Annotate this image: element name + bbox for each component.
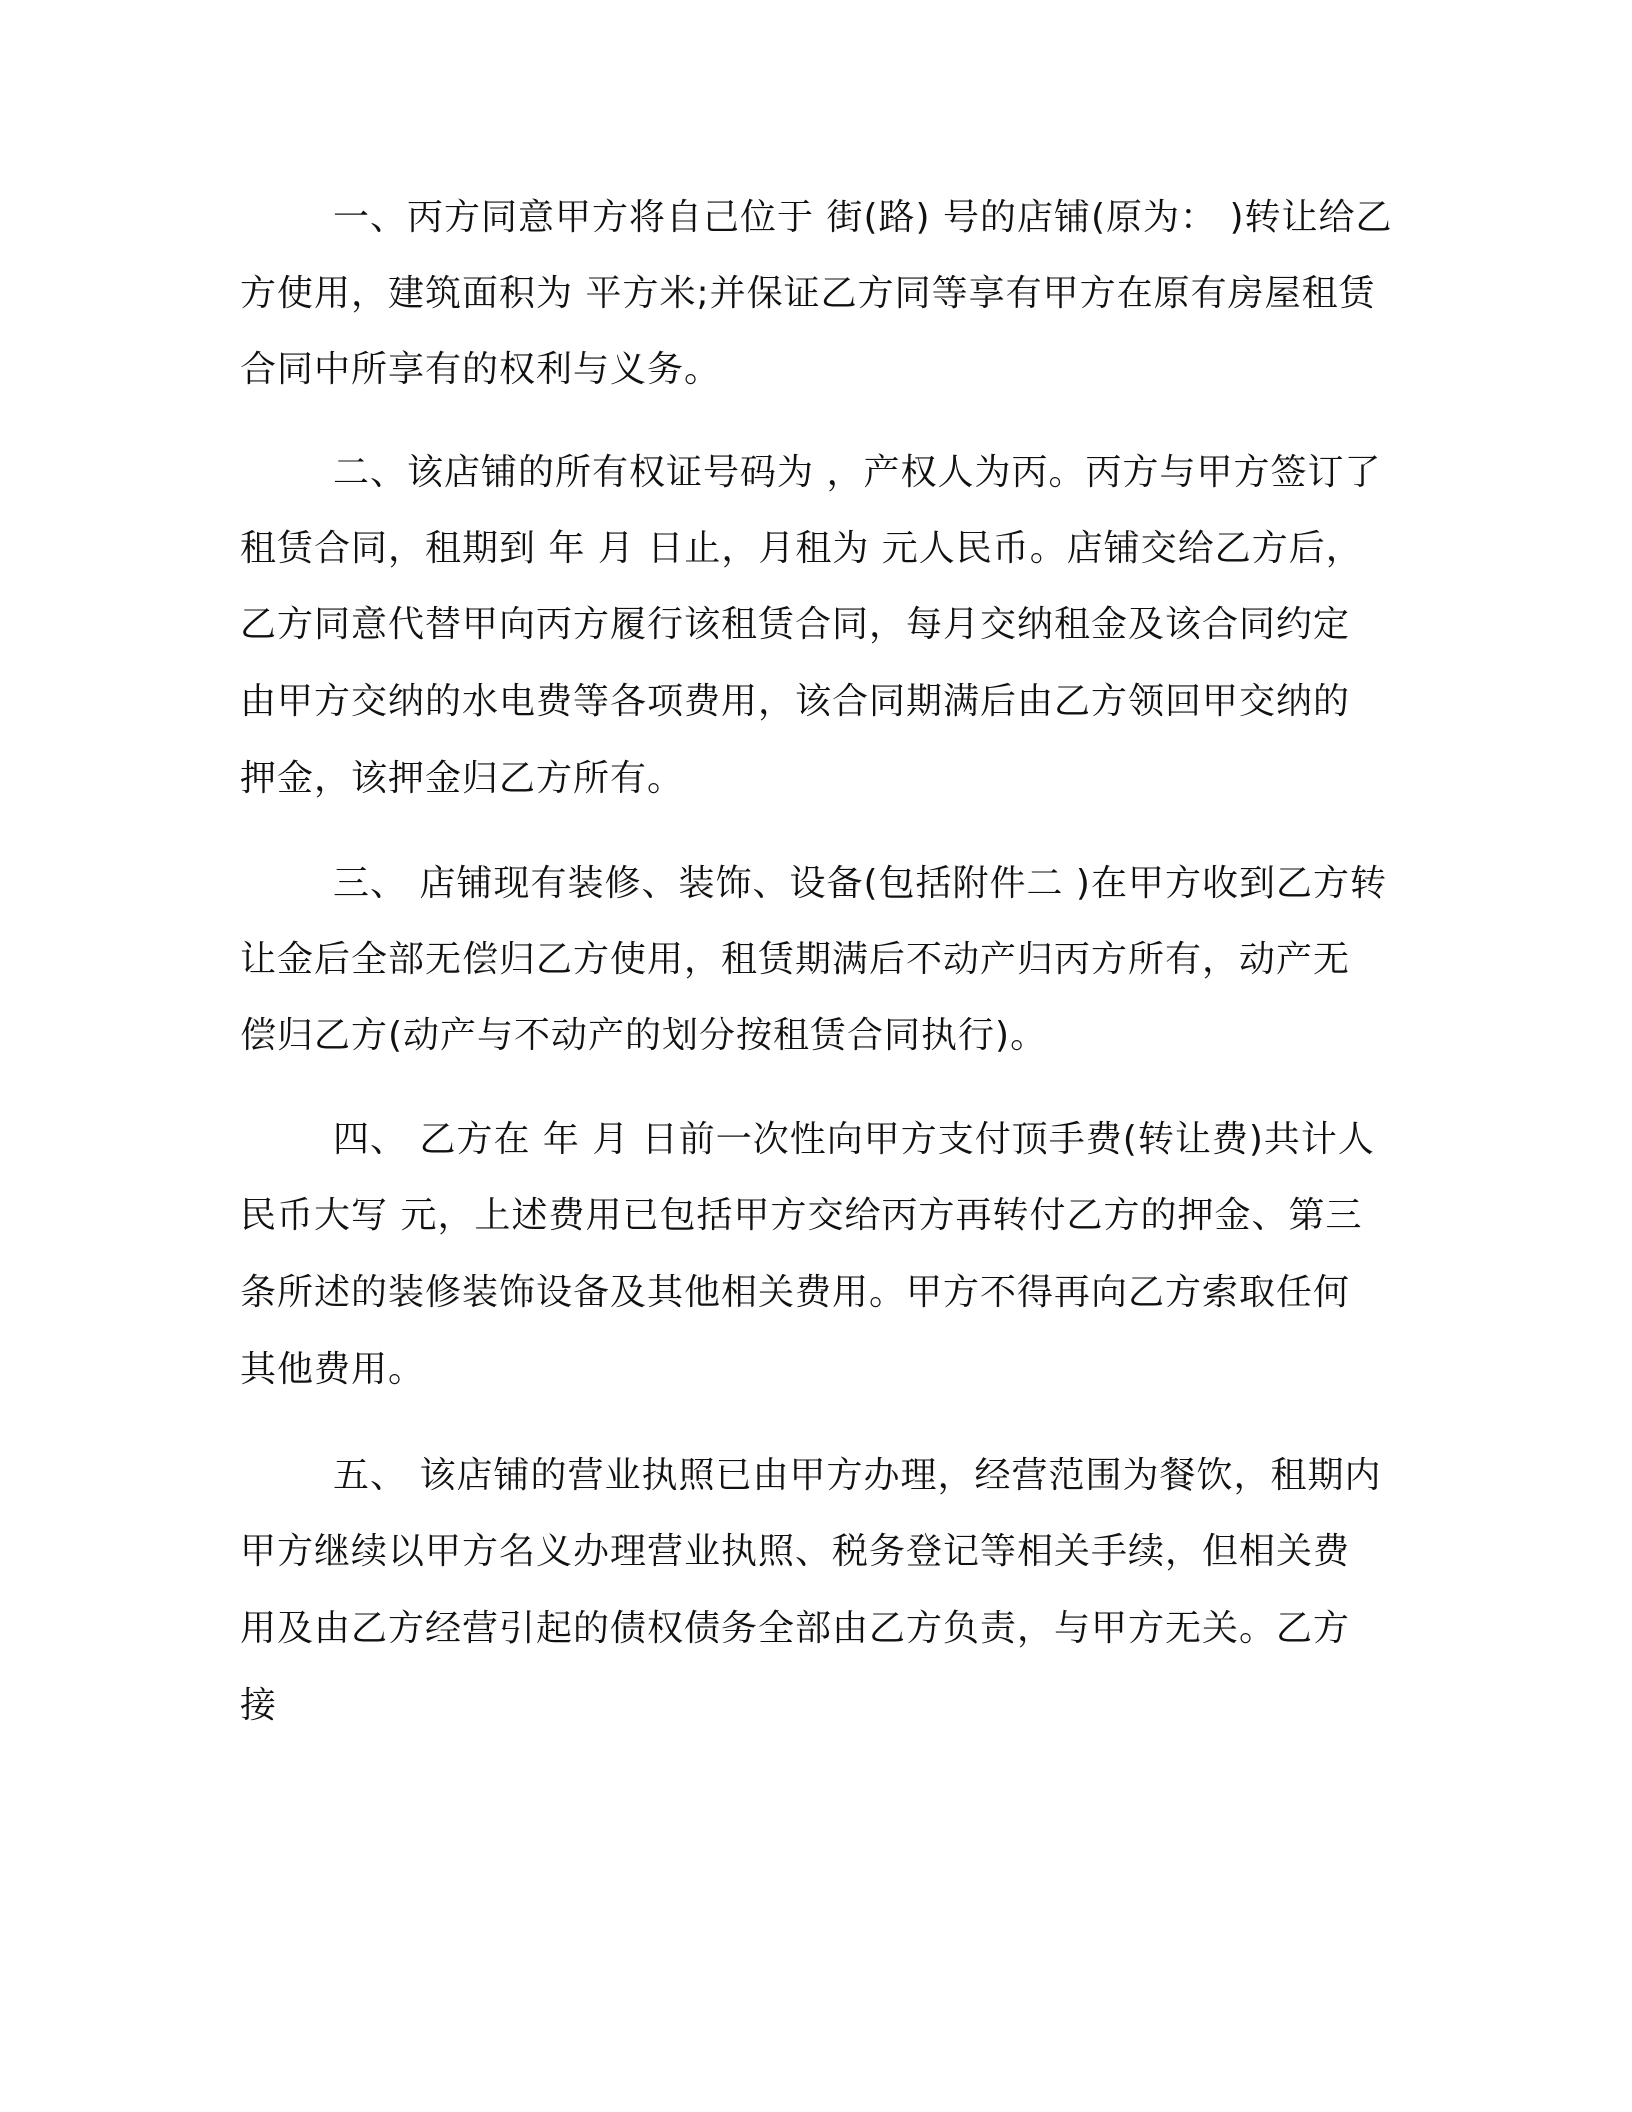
paragraph-line: 五、 该店铺的营业执照已由甲方办理，经营范围为餐饮，租期内 <box>333 1455 1382 1496</box>
paragraph-line: 三、 店铺现有装修、装饰、设备(包括附件二 )在甲方收到乙方转 <box>333 863 1387 904</box>
paragraph-line: 甲方继续以甲方名义办理营业执照、税务登记等相关手续，但相关费 <box>240 1531 1351 1572</box>
paragraph-line: 让金后全部无偿归乙方使用，租赁期满后不动产归丙方所有，动产无 <box>240 939 1351 980</box>
paragraph-line: 用及由乙方经营引起的债权债务全部由乙方负责，与甲方无关。乙方 <box>240 1608 1351 1649</box>
paragraph-line: 乙方同意代替甲向丙方履行该租赁合同，每月交纳租金及该合同约定 <box>240 604 1351 645</box>
paragraph-line: 押金，该押金归乙方所有。 <box>240 758 685 799</box>
paragraph-line: 由甲方交纳的水电费等各项费用，该合同期满后由乙方领回甲交纳的 <box>240 681 1351 722</box>
paragraph-line: 合同中所享有的权利与义务。 <box>240 349 722 390</box>
paragraph-line: 条所述的装修装饰设备及其他相关费用。甲方不得再向乙方索取任何 <box>240 1272 1351 1313</box>
paragraph-line: 接 <box>240 1685 278 1726</box>
paragraph-line: 四、 乙方在 年 月 日前一次性向甲方支付顶手费(转让费)共计人 <box>333 1119 1375 1160</box>
paragraph-line: 其他费用。 <box>240 1349 426 1390</box>
paragraph-line: 偿归乙方(动产与不动产的划分按租赁合同执行)。 <box>240 1015 1048 1056</box>
paragraph-line: 方使用，建筑面积为 平方米;并保证乙方同等享有甲方在原有房屋租赁 <box>240 273 1376 314</box>
paragraph-line: 二、该店铺的所有权证号码为 ，产权人为丙。丙方与甲方签订了 <box>333 452 1382 493</box>
paragraph-line: 民币大写 元，上述费用已包括甲方交给丙方再转付乙方的押金、第三 <box>240 1195 1363 1236</box>
paragraph-line: 一、丙方同意甲方将自己位于 街(路) 号的店铺(原为： )转让给乙 <box>333 197 1393 238</box>
paragraph-line: 租赁合同，租期到 年 月 日止，月租为 元人民币。店铺交给乙方后， <box>240 528 1363 569</box>
